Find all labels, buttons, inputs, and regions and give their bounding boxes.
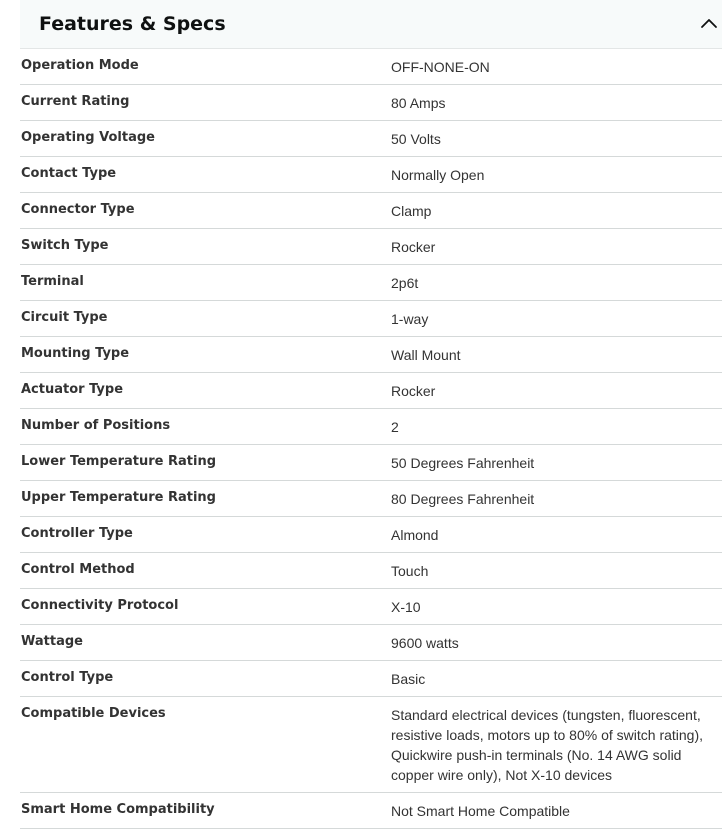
spec-value: 80 Degrees Fahrenheit [391, 491, 535, 507]
spec-value: Rocker [391, 383, 436, 399]
spec-row-smart-home-compatibility [20, 793, 722, 829]
spec-value: Basic [391, 671, 426, 687]
spec-value: 2 [391, 419, 399, 435]
section-title: Features & Specs [39, 13, 226, 35]
spec-label: Circuit Type [21, 310, 108, 325]
spec-value: Rocker [391, 239, 436, 255]
spec-label: Upper Temperature Rating [21, 490, 216, 505]
spec-label: Terminal [21, 274, 84, 289]
spec-row-current-rating [20, 85, 722, 121]
spec-label: Control Method [21, 562, 135, 577]
spec-value: X-10 [391, 599, 421, 615]
spec-label: Operation Mode [21, 58, 139, 73]
spec-row-connector-type [20, 193, 722, 229]
spec-label: Actuator Type [21, 382, 124, 397]
spec-label: Contact Type [21, 166, 117, 181]
spec-value: 50 Degrees Fahrenheit [391, 455, 535, 471]
spec-value: Clamp [391, 203, 432, 219]
spec-value: Almond [391, 527, 439, 543]
spec-value: 80 Amps [391, 95, 446, 111]
spec-label: Wattage [21, 634, 83, 649]
spec-label: Number of Positions [21, 418, 171, 433]
spec-row-contact-type [20, 157, 722, 193]
spec-row-number-of-positions [20, 409, 722, 445]
spec-row-control-method [20, 553, 722, 589]
spec-row-actuator-type [20, 373, 722, 409]
spec-value: OFF-NONE-ON [391, 59, 490, 75]
spec-row-operating-voltage [20, 121, 722, 157]
spec-label: Current Rating [21, 94, 130, 109]
spec-row-lower-temperature-rating [20, 445, 722, 481]
spec-value: Touch [391, 563, 429, 579]
spec-row-upper-temperature-rating [20, 481, 722, 517]
spec-label: Connector Type [21, 202, 135, 217]
spec-row-terminal [20, 265, 722, 301]
chevron-up-icon[interactable] [700, 16, 718, 30]
spec-row-circuit-type [20, 301, 722, 337]
spec-label: Controller Type [21, 526, 133, 541]
spec-value: Not Smart Home Compatible [391, 803, 570, 819]
spec-value: 50 Volts [391, 131, 441, 147]
spec-label: Lower Temperature Rating [21, 454, 217, 469]
spec-value: Wall Mount [391, 347, 461, 363]
spec-row-switch-type [20, 229, 722, 265]
spec-value: Standard electrical devices (tungsten, fluorescent, resistive loads, motors up to 80% of switch rating), Quickwire push-in terminals (No. 14 AWG solid copper wire only), Not X-10 devices [391, 707, 704, 783]
spec-row-operation-mode [20, 49, 722, 85]
spec-value: 1-way [391, 311, 429, 327]
spec-row-mounting-type [20, 337, 722, 373]
spec-label: Mounting Type [21, 346, 130, 361]
spec-label: Connectivity Protocol [21, 598, 179, 613]
spec-value: 2p6t [391, 275, 419, 291]
spec-label: Control Type [21, 670, 114, 685]
features-specs-header[interactable] [20, 0, 722, 49]
specs-table [20, 49, 722, 829]
spec-label: Smart Home Compatibility [21, 802, 215, 817]
spec-row-compatible-devices [20, 697, 722, 793]
spec-label: Switch Type [21, 238, 109, 253]
spec-row-connectivity-protocol [20, 589, 722, 625]
spec-value: Normally Open [391, 167, 485, 183]
spec-value: 9600 watts [391, 635, 459, 651]
spec-row-wattage [20, 625, 722, 661]
spec-row-controller-type [20, 517, 722, 553]
spec-row-control-type [20, 661, 722, 697]
spec-label: Compatible Devices [21, 706, 166, 721]
spec-label: Operating Voltage [21, 130, 155, 145]
